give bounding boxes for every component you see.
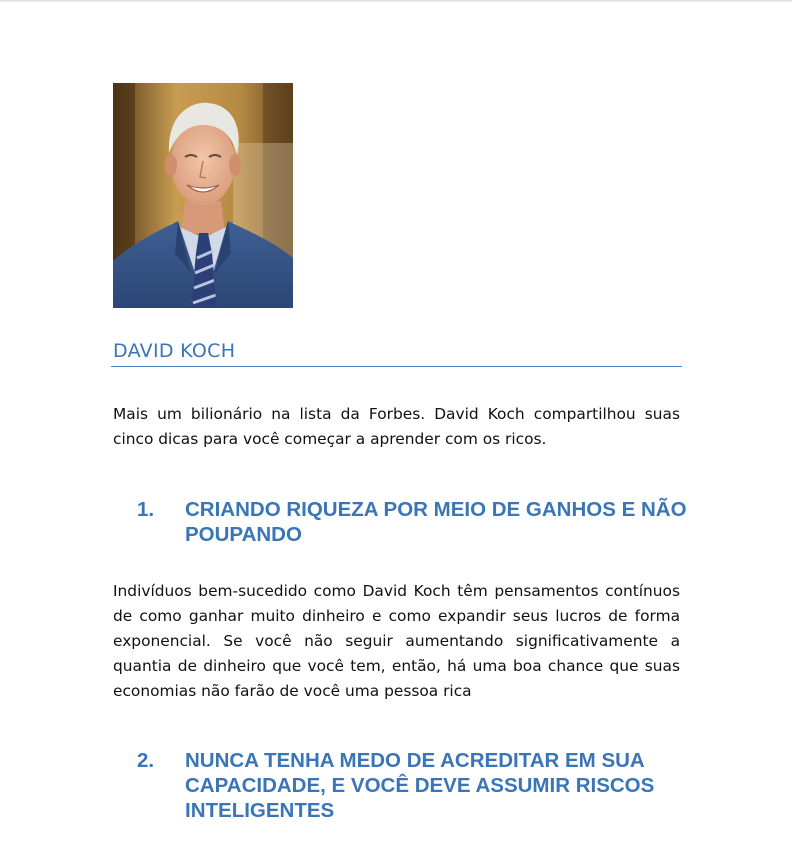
heading-underline — [111, 366, 682, 367]
tip-body-1: Indivíduos bem-sucedido como David Koch têm pensamentos contínuos de como ganhar muito dinheiro e como expandir seus lucros de forma exponencial. Se você não seguir aumentando significativamente a quantia de dinheiro que você tem, então, há uma boa chance que suas economias não farão de você uma pessoa rica — [113, 582, 680, 700]
tip-title: NUNCA TENHA MEDO DE ACREDITAR EM SUA CAPACIDADE, E VOCÊ DEVE ASSUMIR RISCOS INTELIGENTES — [185, 749, 655, 822]
tip-number: 1. — [137, 498, 155, 521]
tip-title: CRIANDO RIQUEZA POR MEIO DE GANHOS E NÃO POUPANDO — [185, 498, 687, 546]
tip-heading-2 — [137, 748, 697, 823]
profile-photo — [113, 83, 293, 308]
tip-number: 2. — [137, 749, 155, 772]
tip-heading-1 — [137, 497, 697, 547]
page-top-shadow — [0, 0, 792, 3]
intro-paragraph: Mais um bilionário na lista da Forbes. David Koch compartilhou suas cinco dicas para você começar a aprender com os ricos. — [113, 405, 680, 448]
portrait-image — [113, 83, 293, 308]
person-name-heading: DAVID KOCH — [113, 340, 236, 362]
